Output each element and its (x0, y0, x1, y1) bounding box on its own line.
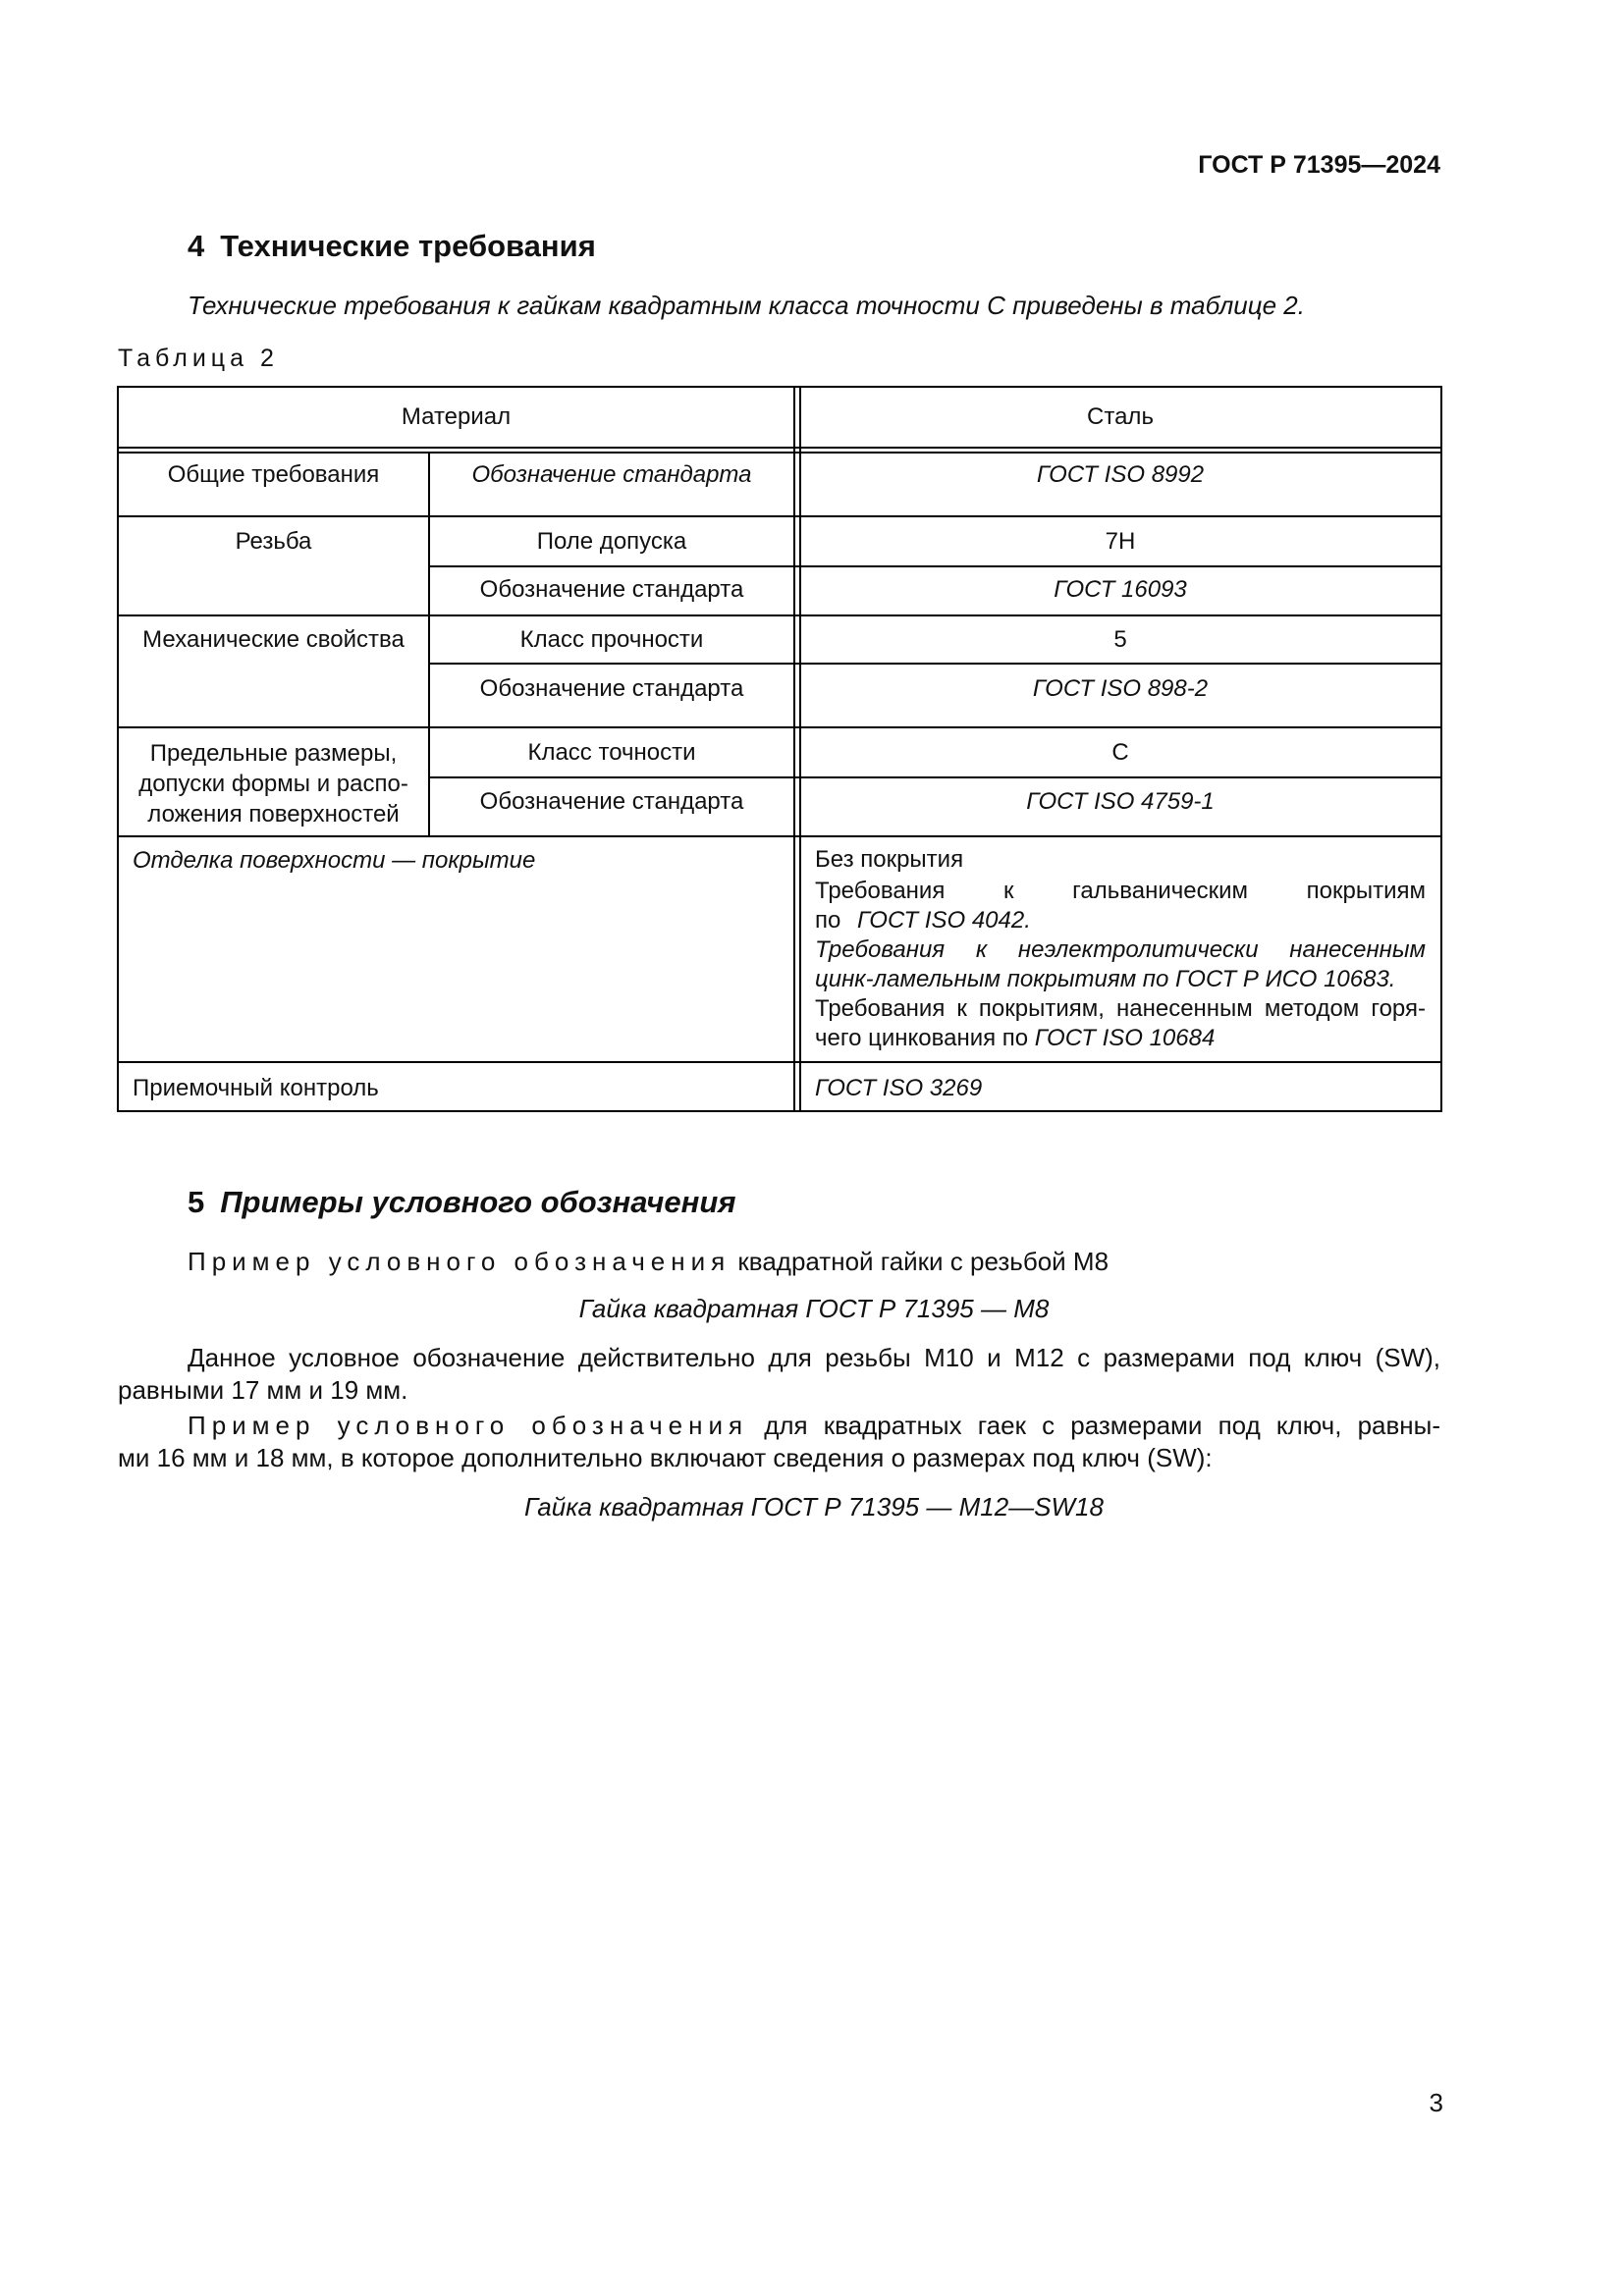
page-number: 3 (1429, 2088, 1443, 2117)
example-1-paragraph (188, 1245, 1109, 1278)
row-limits-standard-value: ГОСТ ISO 4759-1 (1026, 788, 1215, 815)
table-line-row (118, 614, 1442, 616)
document-code: ГОСТ Р 71395—2024 (1198, 151, 1440, 179)
example-2-line-2: ми 16 мм и 18 мм, в которое дополнительно включают сведения о размерах под ключ (SW): (118, 1443, 1213, 1472)
row-general-label: Общие требования (167, 461, 380, 488)
section-4-number: 4 (188, 229, 205, 263)
row-finish-label: Отделка поверхности — покрытие (133, 847, 536, 874)
row-finish-line: Требования к покрытиям, нанесенным методом горя- (815, 995, 1426, 1022)
example-2-lead: Пример условного обозначения (188, 1411, 749, 1440)
row-finish-line (815, 906, 1426, 935)
table-line-row (118, 726, 1442, 728)
designation-2: Гайка квадратная ГОСТ Р 71395 — М12—SW18 (524, 1492, 1104, 1522)
row-mechanical-standard-value: ГОСТ ISO 898-2 (1032, 675, 1209, 702)
row-limits-class-value: C (1111, 739, 1129, 766)
row-finish-ref: ГОСТ ISO 4042. (857, 907, 1031, 934)
table-line-top (118, 386, 1442, 388)
row-limits-label (118, 738, 429, 829)
example-1-lead: Пример условного обозначения (188, 1247, 731, 1276)
designation-1: Гайка квадратная ГОСТ Р 71395 — М8 (578, 1294, 1050, 1323)
section-4-heading (188, 227, 596, 266)
table-header-material: Материал (401, 403, 512, 430)
row-finish-line: Без покрытия (815, 846, 964, 873)
example-2-line-1 (188, 1409, 1440, 1442)
row-general-param: Обозначение стандарта (471, 461, 752, 488)
section-5-title: Примеры условного обозначения (220, 1185, 736, 1219)
row-thread-tolerance-param: Поле допуска (536, 528, 687, 555)
row-finish-text: чего цинкования по (815, 1025, 1035, 1051)
table-header-steel: Сталь (1087, 403, 1154, 430)
note-line-2: равными 17 мм и 19 мм. (118, 1375, 408, 1405)
row-limits-label-line: Предельные размеры, (149, 740, 398, 767)
row-finish-line (815, 1024, 1426, 1053)
row-finish-line: Требования к гальваническим покрытиям (815, 878, 1426, 904)
row-finish-line: Требования к неэлектролитически нанесенным (815, 936, 1426, 963)
example-1-text: квадратной гайки с резьбой М8 (731, 1247, 1110, 1276)
row-limits-label-line: допуски формы и распо- (138, 771, 408, 797)
row-limits-label-line: ложения поверхностей (147, 801, 400, 828)
table-line-row (118, 1061, 1442, 1063)
row-finish-text: по (815, 907, 848, 934)
row-mechanical-standard-param: Обозначение стандарта (479, 675, 744, 702)
section-5-number: 5 (188, 1185, 205, 1219)
table-line-header-b (118, 452, 1442, 454)
table-line-row (118, 515, 1442, 517)
example-2-text: для квадратных гаек с размерами под ключ, равны- (748, 1411, 1441, 1440)
note-line-1: Данное условное обозначение действительно для резьбы М10 и М12 с размерами под ключ (SW), (188, 1343, 1440, 1372)
row-limits-standard-param: Обозначение стандарта (479, 788, 744, 815)
row-acceptance-label: Приемочный контроль (133, 1075, 379, 1101)
table-line-subrow (429, 776, 1442, 778)
row-general-value: ГОСТ ISO 8992 (1036, 461, 1205, 488)
section-5-heading (188, 1183, 736, 1222)
row-thread-standard-param: Обозначение стандарта (479, 576, 744, 603)
row-finish-ref: ГОСТ ISO 10684 (1034, 1025, 1216, 1051)
row-mechanical-label: Механические свойства (142, 626, 405, 653)
row-mechanical-class-value: 5 (1113, 626, 1127, 653)
row-acceptance-value: ГОСТ ISO 3269 (815, 1075, 983, 1101)
table-line-header-a (118, 447, 1442, 449)
table-line-subrow (429, 565, 1442, 567)
row-thread-label: Резьба (235, 528, 312, 555)
row-limits-class-param: Класс точности (527, 739, 696, 766)
section-4-intro: Технические требования к гайкам квадратным класса точности С приведены в таблице 2. (188, 291, 1305, 320)
table-line-row (118, 835, 1442, 837)
section-4-title: Технические требования (220, 229, 596, 263)
row-thread-tolerance-value: 7H (1105, 528, 1136, 555)
row-finish-line: цинк-ламельным покрытиям по ГОСТ Р ИСО 10683. (815, 966, 1396, 992)
table-line-subrow (429, 663, 1442, 665)
row-mechanical-class-param: Класс прочности (519, 626, 704, 653)
table-line-bottom (118, 1110, 1442, 1112)
table-line-right (1440, 386, 1442, 1112)
row-thread-standard-value: ГОСТ 16093 (1054, 576, 1187, 603)
table-caption: Таблица 2 (118, 345, 279, 372)
